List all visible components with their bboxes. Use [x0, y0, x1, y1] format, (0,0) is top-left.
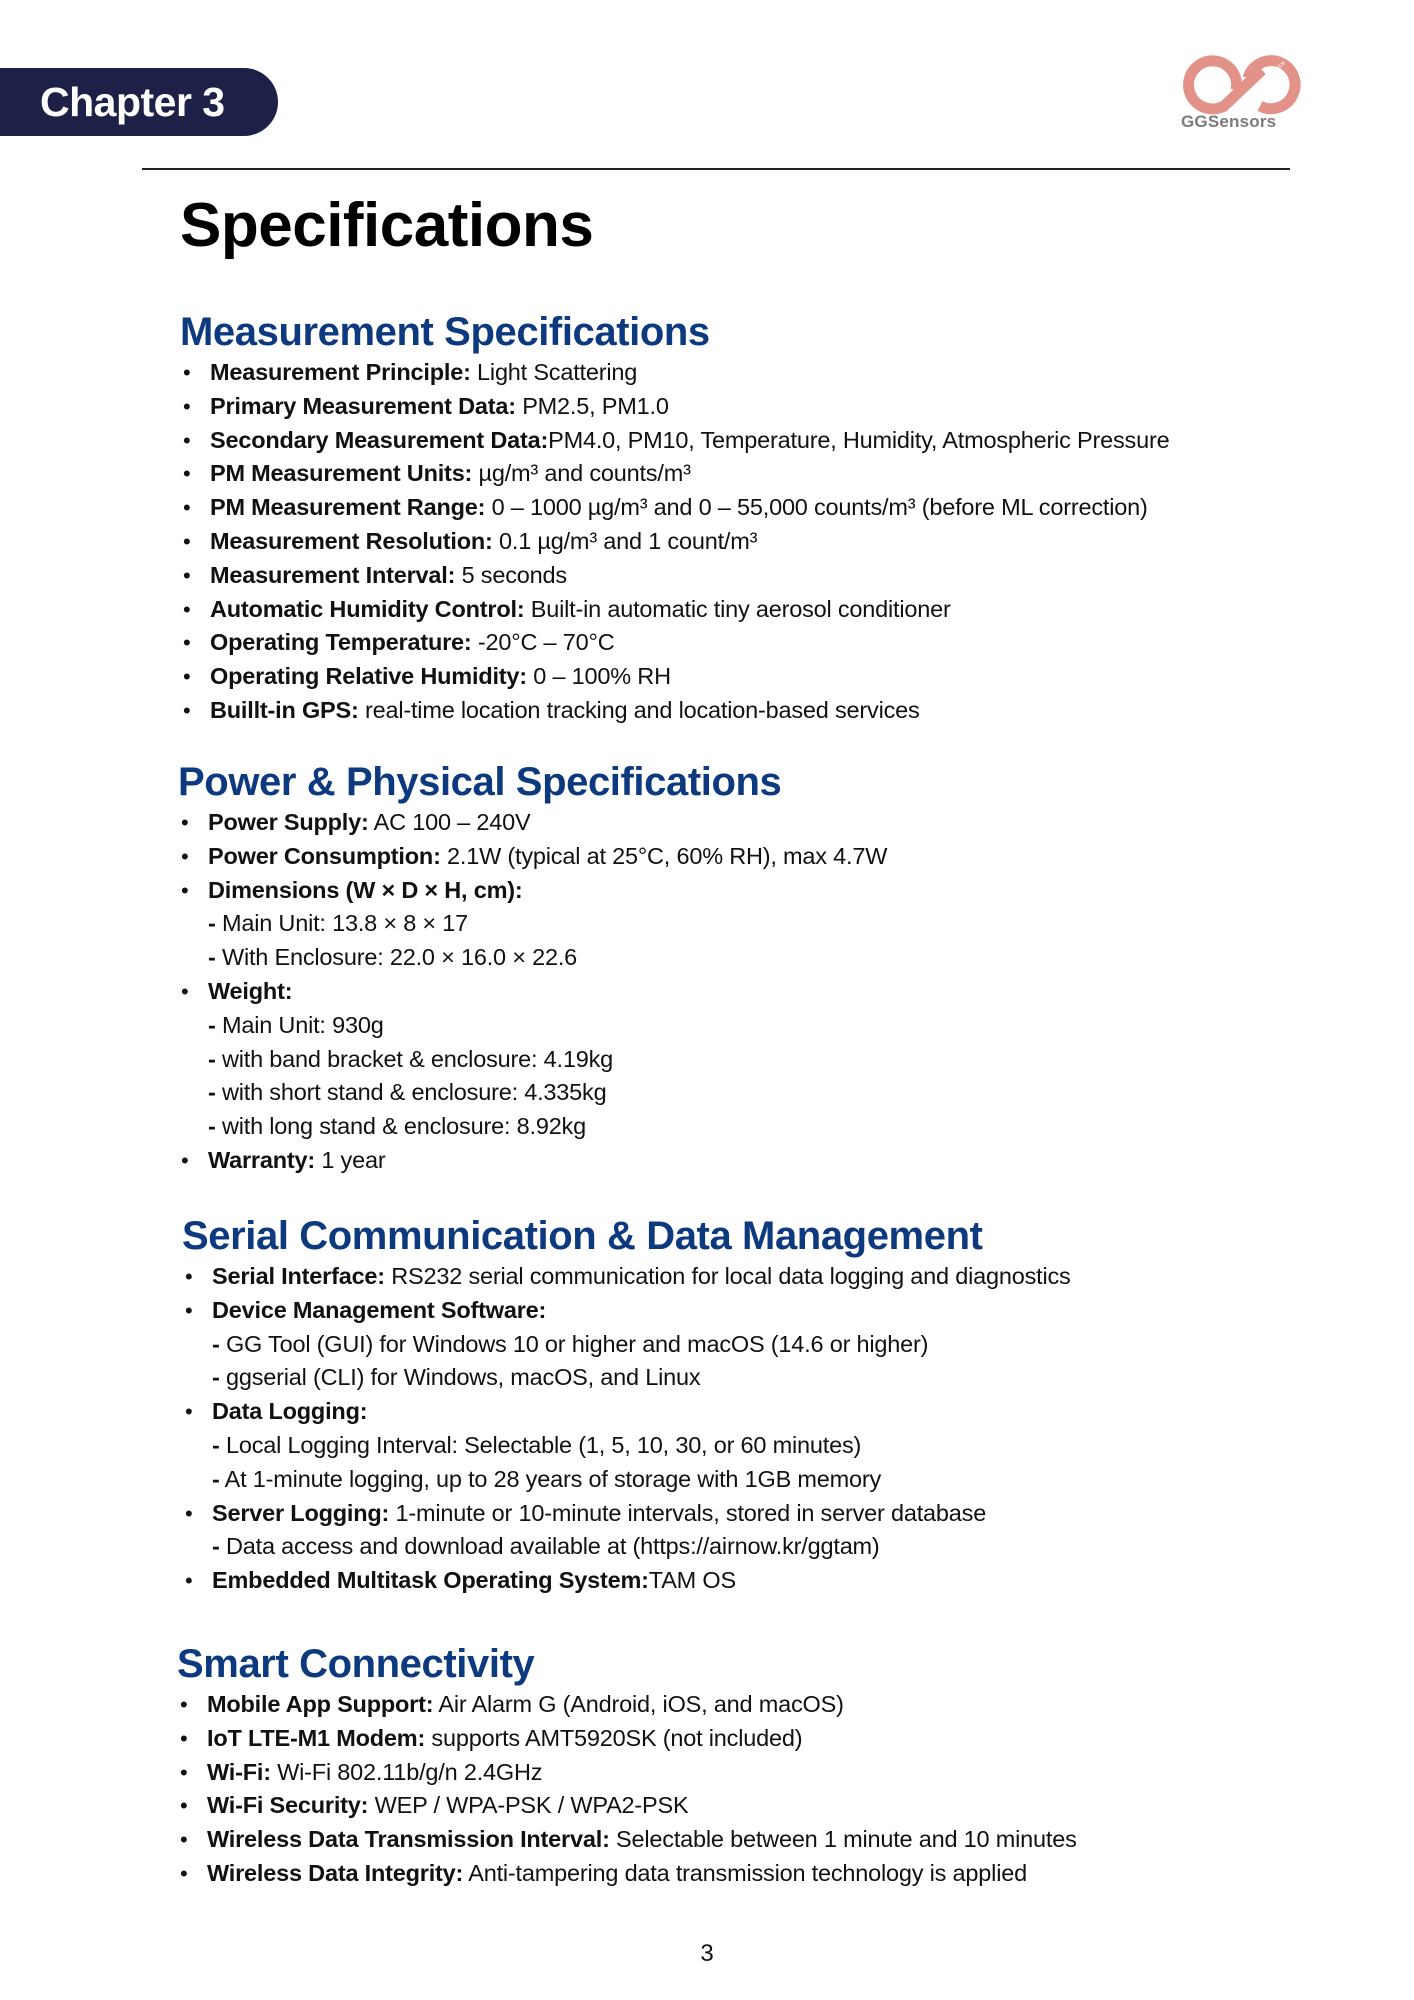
spec-item	[177, 1823, 1327, 1857]
spec-value: Built-in automatic tiny aerosol conditioner	[524, 595, 951, 622]
spec-value: with long stand & enclosure: 8.92kg	[215, 1113, 586, 1140]
spec-value: At 1-minute logging, up to 28 years of storage with 1GB memory	[219, 1465, 882, 1492]
spec-label: Device Management Software:	[212, 1296, 547, 1323]
spec-label: Measurement Resolution:	[210, 527, 493, 554]
spec-value: TAM OS	[648, 1567, 736, 1594]
section-power-physical	[178, 758, 1328, 1178]
spec-label: Serial Interface:	[212, 1263, 385, 1289]
spec-label: Weight:	[208, 977, 293, 1004]
spec-sub-item	[178, 1009, 1328, 1043]
spec-item	[180, 660, 1330, 694]
spec-value: Data access and download available at (https://airnow.kr/ggtam)	[219, 1533, 880, 1560]
spec-item	[178, 840, 1328, 874]
spec-sub-item	[178, 1110, 1328, 1144]
spec-label: Operating Temperature:	[210, 629, 472, 656]
spec-item	[182, 1497, 1332, 1531]
section-heading: Smart Connectivity	[177, 1642, 535, 1686]
section-measurement	[180, 308, 1330, 728]
sub-dash: -	[208, 910, 216, 937]
spec-item	[180, 424, 1330, 458]
spec-sub-item	[182, 1328, 1332, 1362]
spec-list	[182, 1260, 1332, 1598]
spec-list	[178, 806, 1328, 1178]
spec-item	[180, 626, 1330, 660]
spec-value: With Enclosure: 22.0 × 16.0 × 22.6	[215, 944, 578, 971]
spec-value: Main Unit: 13.8 × 8 × 17	[215, 910, 468, 937]
spec-value: Selectable between 1 minute and 10 minutes	[609, 1826, 1077, 1853]
spec-value: RS232 serial communication for local data logging and diagnostics	[384, 1263, 1071, 1289]
spec-item	[180, 525, 1330, 559]
section-heading: Serial Communication & Data Management	[182, 1214, 983, 1258]
spec-label: Measurement Interval:	[210, 561, 456, 588]
spec-label: Buillt-in GPS:	[210, 696, 359, 723]
spec-label: Operating Relative Humidity:	[210, 663, 527, 690]
spec-label: Embedded Multitask Operating System:	[212, 1567, 649, 1594]
spec-sub-item	[178, 1076, 1328, 1110]
spec-sub-item	[178, 1043, 1328, 1077]
spec-value: 2.1W (typical at 25°C, 60% RH), max 4.7W	[440, 842, 888, 869]
spec-item	[177, 1789, 1327, 1823]
spec-label: Data Logging:	[212, 1398, 368, 1425]
spec-item	[180, 390, 1330, 424]
spec-value: real-time location tracking and location-based services	[358, 696, 920, 723]
spec-value: PM4.0, PM10, Temperature, Humidity, Atmospheric Pressure	[548, 426, 1170, 453]
spec-label: Wi-Fi Security:	[207, 1792, 369, 1819]
spec-sub-item	[178, 907, 1328, 941]
spec-item	[182, 1260, 1332, 1294]
section-serial-data	[182, 1212, 1332, 1598]
section-heading: Power & Physical Specifications	[178, 760, 782, 804]
spec-label: Primary Measurement Data:	[210, 392, 516, 419]
section-heading: Measurement Specifications	[180, 310, 710, 354]
sub-dash: -	[212, 1364, 220, 1391]
spec-value: 1-minute or 10-minute intervals, stored in server database	[389, 1499, 987, 1526]
spec-label: Mobile App Support:	[207, 1691, 434, 1717]
spec-value: GG Tool (GUI) for Windows 10 or higher and macOS (14.6 or higher)	[219, 1330, 929, 1357]
spec-value: µg/m³ and counts/m³	[472, 460, 691, 487]
spec-value: supports AMT5920SK (not included)	[425, 1724, 803, 1751]
logo-brand-text: GGSensors	[1181, 112, 1277, 131]
spec-value: -20°C – 70°C	[471, 629, 615, 656]
spec-list	[180, 356, 1330, 728]
section-smart-connectivity	[177, 1640, 1327, 1891]
spec-item	[182, 1564, 1332, 1598]
spec-item	[177, 1722, 1327, 1756]
spec-item	[182, 1294, 1332, 1328]
header-divider	[142, 168, 1290, 170]
spec-label: PM Measurement Range:	[210, 494, 486, 521]
spec-value: Main Unit: 930g	[215, 1011, 384, 1038]
spec-item	[182, 1395, 1332, 1429]
sub-dash: -	[212, 1431, 220, 1458]
spec-item	[178, 874, 1328, 908]
spec-item	[180, 694, 1330, 728]
spec-value: AC 100 – 240V	[368, 809, 531, 835]
spec-item	[180, 356, 1330, 390]
spec-value: with short stand & enclosure: 4.335kg	[215, 1079, 607, 1106]
spec-label: Wi-Fi:	[207, 1758, 271, 1785]
spec-value: ggserial (CLI) for Windows, macOS, and Linux	[219, 1364, 701, 1391]
chapter-label: Chapter 3	[40, 78, 225, 125]
sub-dash: -	[208, 1045, 216, 1072]
spec-value: with band bracket & enclosure: 4.19kg	[215, 1045, 614, 1072]
spec-list	[177, 1688, 1327, 1891]
spec-label: Warranty:	[208, 1146, 316, 1173]
spec-value: Anti-tampering data transmission technology is applied	[463, 1859, 1027, 1886]
spec-item	[180, 593, 1330, 627]
spec-value: Wi-Fi 802.11b/g/n 2.4GHz	[270, 1758, 543, 1785]
sub-dash: -	[212, 1330, 220, 1357]
spec-item	[180, 491, 1330, 525]
spec-item	[177, 1756, 1327, 1790]
spec-item	[180, 457, 1330, 491]
logo-tagline: Air & Climate Justice	[1242, 60, 1288, 103]
spec-item	[180, 559, 1330, 593]
spec-value: Light Scattering	[470, 359, 638, 385]
spec-label: Power Consumption:	[208, 842, 441, 869]
spec-label: Wireless Data Transmission Interval:	[207, 1826, 610, 1853]
spec-value: 5 seconds	[455, 561, 567, 588]
spec-label: IoT LTE-M1 Modem:	[207, 1724, 426, 1751]
spec-value: Local Logging Interval: Selectable (1, 5, 10, 30, or 60 minutes)	[219, 1431, 862, 1458]
spec-value: 1 year	[315, 1146, 386, 1173]
sub-dash: -	[208, 1079, 216, 1106]
chapter-tab	[0, 68, 278, 136]
spec-label: PM Measurement Units:	[210, 460, 473, 487]
spec-label: Secondary Measurement Data:	[210, 426, 549, 453]
sub-dash: -	[212, 1533, 220, 1560]
spec-label: Measurement Principle:	[210, 359, 471, 385]
sub-dash: -	[208, 1113, 216, 1140]
sub-dash: -	[208, 944, 216, 971]
spec-sub-item	[182, 1463, 1332, 1497]
spec-value: PM2.5, PM1.0	[515, 392, 669, 419]
sub-dash: -	[212, 1465, 220, 1492]
spec-sub-item	[178, 941, 1328, 975]
page-title: Specifications	[180, 191, 594, 260]
spec-sub-item	[182, 1530, 1332, 1564]
spec-sub-item	[182, 1361, 1332, 1395]
page-number: 3	[700, 1940, 714, 1967]
spec-item	[177, 1857, 1327, 1891]
spec-label: Server Logging:	[212, 1499, 390, 1526]
spec-item	[177, 1688, 1327, 1722]
spec-label: Wireless Data Integrity:	[207, 1859, 464, 1886]
spec-label: Automatic Humidity Control:	[210, 595, 525, 622]
spec-value: 0.1 µg/m³ and 1 count/m³	[492, 527, 758, 554]
spec-label: Dimensions (W × D × H, cm):	[208, 876, 523, 903]
spec-item	[178, 806, 1328, 840]
spec-value: 0 – 100% RH	[526, 663, 671, 690]
spec-value: WEP / WPA-PSK / WPA2-PSK	[368, 1792, 689, 1819]
spec-item	[178, 1144, 1328, 1178]
spec-value: Air Alarm G (Android, iOS, and macOS)	[433, 1691, 844, 1717]
spec-label: Power Supply:	[208, 809, 369, 835]
spec-sub-item	[182, 1429, 1332, 1463]
sub-dash: -	[208, 1011, 216, 1038]
spec-item	[178, 975, 1328, 1009]
spec-value: 0 – 1000 µg/m³ and 0 – 55,000 counts/m³ (before ML correction)	[485, 494, 1148, 521]
